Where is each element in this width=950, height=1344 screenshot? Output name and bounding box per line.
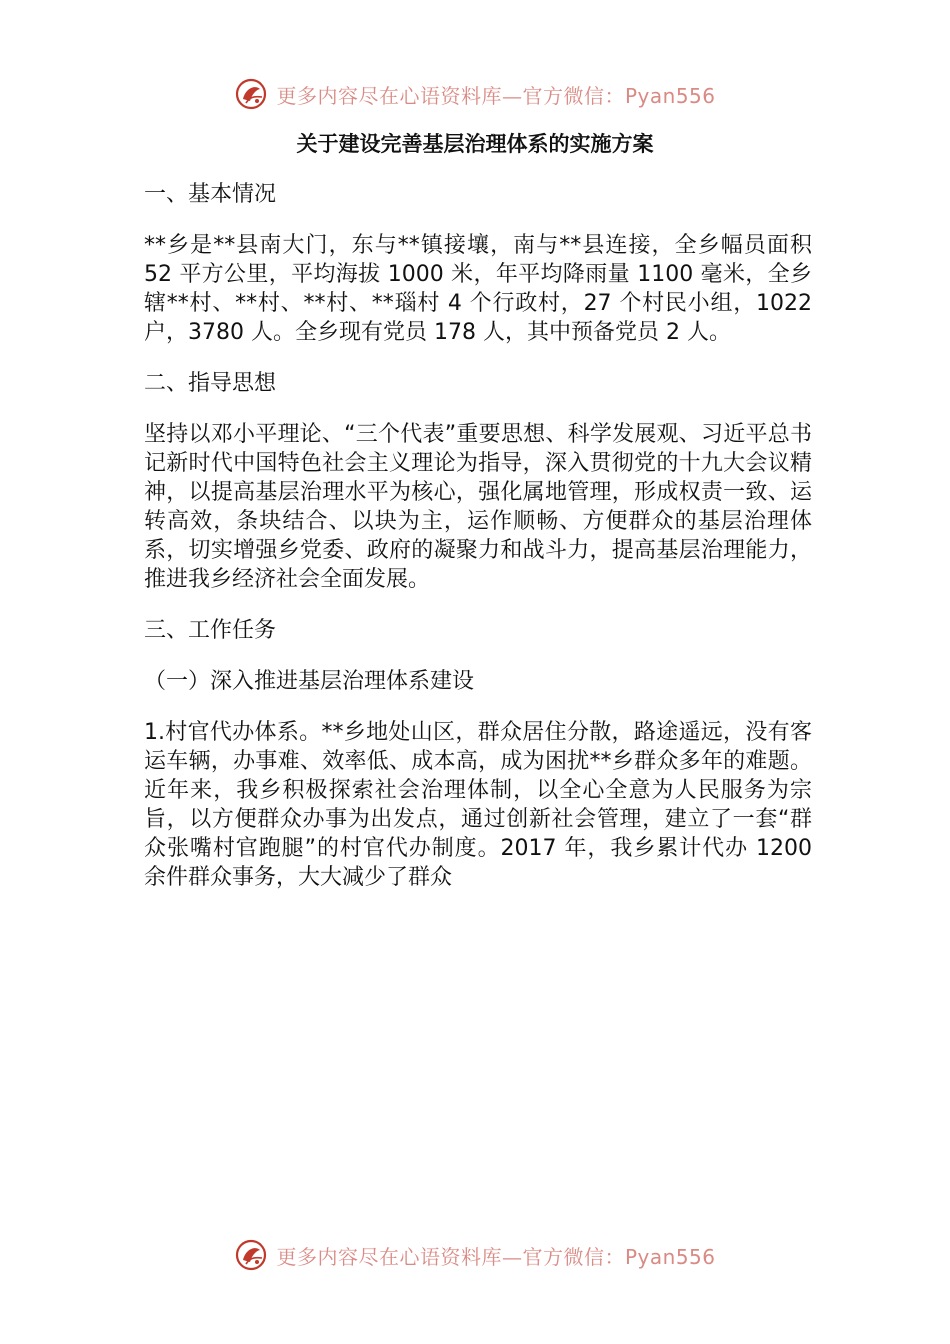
subsection-heading: （一）深入推进基层治理体系建设 [144,669,475,694]
paragraph-village-agent-system: 1.村官代办体系。**乡地处山区，群众居住分散，路途遥远，没有客运车辆，办事难、效率低、成本高，成为困扰**乡群众多年的难题。近年来，我乡积极探索社会治理体制，以全心全意为人民服务为宗旨，以方便群众办事为出发点，通过创新社会管理，建立了一套“群众张嘴村官跑腿”的村官代办制度。2017 年，我乡累计代办 1200 余件群众事务，大大减少了群众 [144,720,812,890]
watermark-text: 更多内容尽在心语资料库—官方微信：Pyan556 [276,83,716,108]
section-heading-basic-info: 一、基本情况 [144,182,277,207]
section-heading-work-tasks: 三、工作任务 [144,618,277,643]
paragraph-basic-info: **乡是**县南大门，东与**镇接壤，南与**县连接，全乡幅员面积 52 平方公里，平均海拔 1000 米，年平均降雨量 1100 毫米，全乡辖**村、**村、**村、**瑙村 4 个行政村，27 个村民小组，1022 户，3780 人。全乡现有党员 178 人，其中预备党员 2 人。 [144,233,812,345]
paragraph-guiding-ideology: 坚持以邓小平理论、“三个代表”重要思想、科学发展观、习近平总书记新时代中国特色社会主义理论为指导，深入贯彻党的十九大会议精神，以提高基层治理水平为核心，强化属地管理，形成权责一致、运转高效，条块结合、以块为主，运作顺畅、方便群众的基层治理体系，切实增强乡党委、政府的凝聚力和战斗力，提高基层治理能力，推进我乡经济社会全面发展。 [144,422,812,592]
brand-logo-icon [234,77,268,111]
watermark-text: 更多内容尽在心语资料库—官方微信：Pyan556 [276,1244,716,1269]
brand-logo-icon [234,1238,268,1272]
section-heading-guiding-ideology: 二、指导思想 [144,371,277,396]
header-watermark [0,72,950,116]
footer-watermark [0,1233,950,1277]
document-title: 关于建设完善基层治理体系的实施方案 [296,132,654,156]
document-body [144,180,812,892]
